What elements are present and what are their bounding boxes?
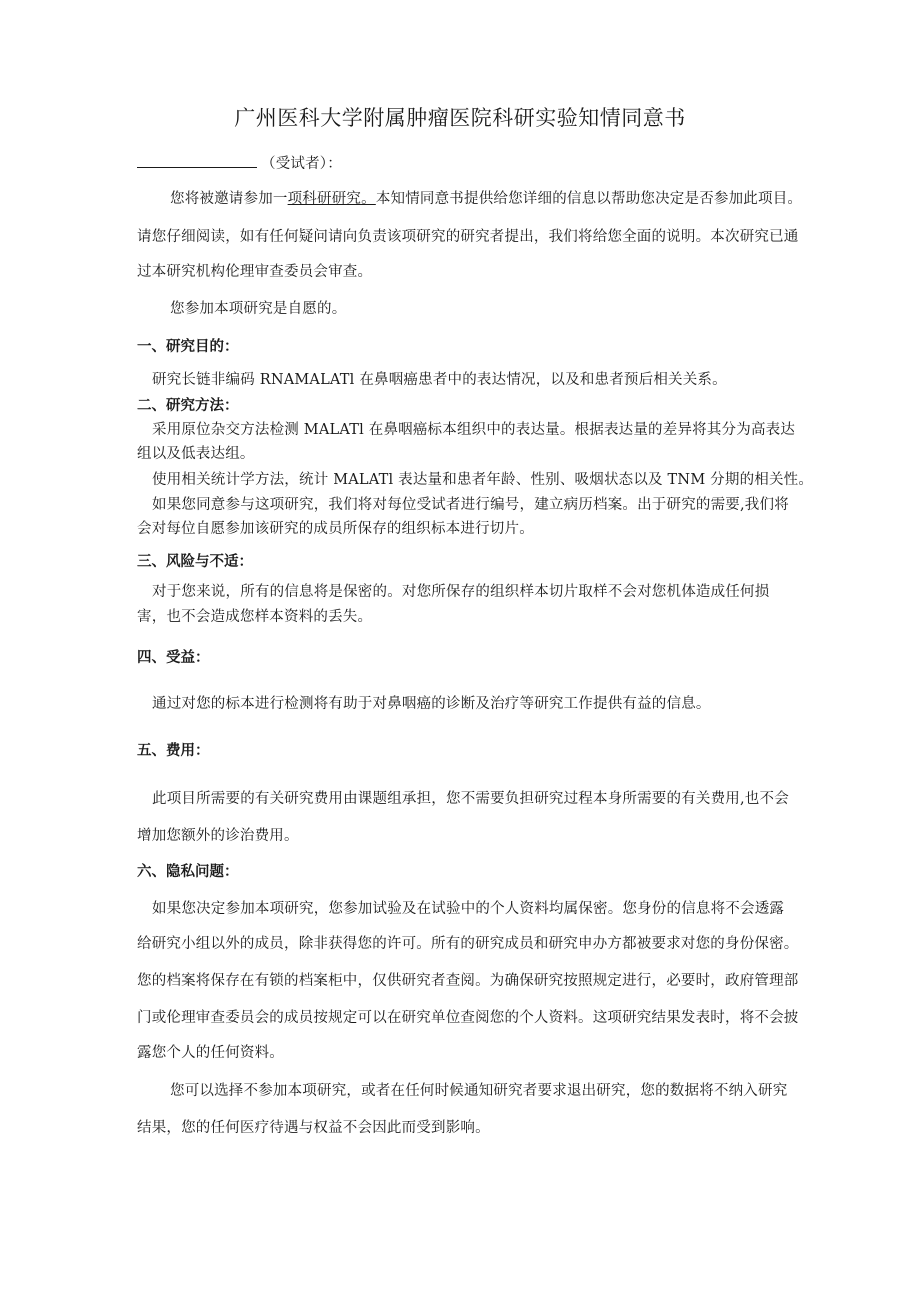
- purpose-line-1: 研究长链非编码 RNAMALATl 在鼻咽癌患者中的表达情况，以及和患者预后相关关系。: [152, 372, 727, 388]
- salutation-line: [137, 153, 342, 174]
- methods-line-3: 使用相关统计学方法，统计 MALATl 表达量和患者年龄、性别、吸烟状态以及 TNM 分期的相关性。: [152, 472, 814, 488]
- privacy-line-3: 您的档案将保存在有锁的档案柜中，仅供研究者查阅。为确保研究按照规定进行，必要时，政府管理部: [137, 973, 799, 989]
- voluntary-statement: 您参加本项研究是自愿的。: [170, 301, 347, 317]
- methods-line-2: 组以及低表达组。: [137, 446, 255, 462]
- risks-line-1: 对于您来说，所有的信息将是保密的。对您所保存的组织样本切片取样不会对您机体造成任何损: [152, 584, 770, 600]
- section-heading-purpose: 一、研究目的：: [137, 339, 239, 355]
- privacy-line-6: 您可以选择不参加本项研究，或者在任何时候通知研究者要求退出研究，您的数据将不纳入研究: [170, 1083, 788, 1099]
- section-heading-benefits: 四、受益：: [137, 650, 210, 666]
- benefits-line-1: 通过对您的标本进行检测将有助于对鼻咽癌的诊断及治疗等研究工作提供有益的信息。: [152, 696, 711, 712]
- methods-line-1: 采用原位杂交方法检测 MALATl 在鼻咽癌标本组织中的表达量。根据表达量的差异将其分为高表达: [152, 422, 796, 438]
- intro-text-rest: 本知情同意书提供给您详细的信息以帮助您决定是否参加此项目。: [375, 191, 803, 207]
- intro-line-1: [170, 189, 802, 209]
- privacy-line-5: 露您个人的任何资料。: [137, 1045, 284, 1061]
- privacy-line-1: 如果您决定参加本项研究，您参加试验及在试验中的个人资料均属保密。您身份的信息将不会透露: [152, 901, 785, 917]
- costs-line-2: 增加您额外的诊治费用。: [137, 828, 299, 844]
- methods-line-5: 会对每位自愿参加该研究的成员所保存的组织标本进行切片。: [137, 521, 534, 537]
- section-heading-risks: 三、风险与不适：: [137, 554, 253, 570]
- risks-line-2: 害，也不会造成您样本资料的丢失。: [137, 609, 373, 625]
- intro-text: 您将被邀请参加一: [170, 191, 288, 207]
- intro-line-2: 请您仔细阅读，如有任何疑问请向负责该项研究的研究者提出，我们将给您全面的说明。本次研究已通: [137, 229, 799, 245]
- privacy-line-7: 结果，您的任何医疗待遇与权益不会因此而受到影响。: [137, 1120, 490, 1136]
- name-blank: [137, 153, 257, 168]
- privacy-line-2: 给研究小组以外的成员，除非获得您的许可。所有的研究成员和研究申办方都被要求对您的身份保密。: [137, 936, 799, 952]
- section-heading-costs: 五、费用：: [137, 743, 210, 759]
- document-title: 广州医科大学附属肿瘤医院科研实验知情同意书: [234, 106, 686, 130]
- intro-underlined-text: 项科研研究。: [287, 191, 376, 207]
- section-heading-methods: 二、研究方法：: [137, 398, 239, 414]
- salutation-text: （受试者）：: [261, 156, 342, 172]
- costs-line-1: 此项目所需要的有关研究费用由课题组承担，您不需要负担研究过程本身所需要的有关费用,也不会: [152, 791, 789, 807]
- intro-line-3: 过本研究机构伦理审查委员会审查。: [137, 264, 373, 280]
- methods-line-4: 如果您同意参与这项研究，我们将对每位受试者进行编号，建立病历档案。出于研究的需要,我们将: [152, 497, 789, 513]
- section-heading-privacy: 六、隐私问题：: [137, 864, 239, 880]
- privacy-line-4: 门或伦理审查委员会的成员按规定可以在研究单位查阅您的个人资料。这项研究结果发表时，将不会披: [137, 1010, 799, 1026]
